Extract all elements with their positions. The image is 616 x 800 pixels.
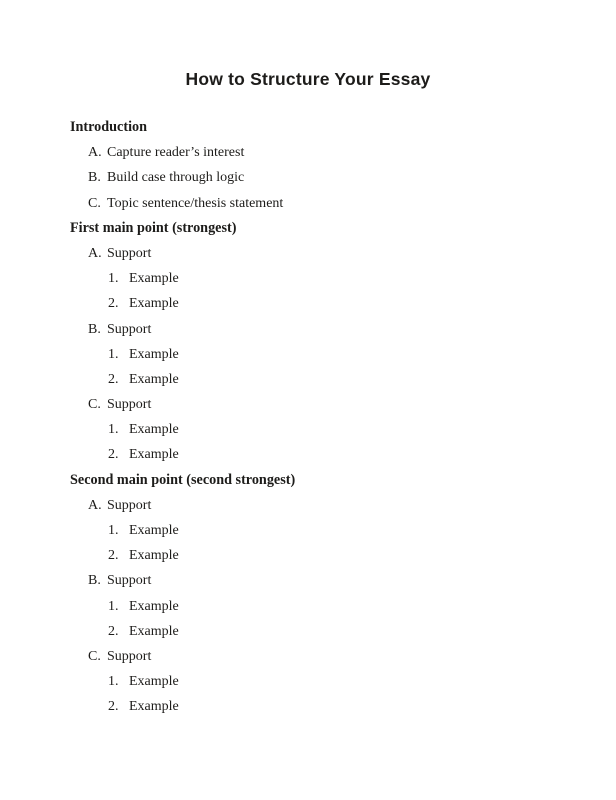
subitem-text: Example bbox=[129, 346, 179, 362]
item-letter: C. bbox=[88, 648, 101, 664]
outline-item bbox=[70, 644, 576, 669]
document-title: How to Structure Your Essay bbox=[185, 69, 431, 89]
outline-item bbox=[70, 241, 576, 266]
item-letter: B. bbox=[88, 170, 101, 186]
section-heading: Second main point (second strongest) bbox=[70, 471, 296, 488]
subitem-text: Example bbox=[129, 447, 179, 463]
outline-item bbox=[70, 392, 576, 417]
subitem-number: 1. bbox=[108, 598, 119, 614]
subitem-number: 2. bbox=[108, 296, 119, 312]
subitem-text: Example bbox=[129, 422, 179, 438]
outline-item bbox=[70, 165, 576, 190]
item-letter: A. bbox=[88, 497, 102, 513]
section-heading: Introduction bbox=[70, 119, 147, 135]
subitem-number: 2. bbox=[108, 548, 119, 564]
subitem-text: Example bbox=[129, 548, 179, 564]
subitem-text: Example bbox=[129, 296, 179, 312]
subitem-number: 2. bbox=[108, 623, 119, 639]
subitem-text: Example bbox=[129, 674, 179, 690]
outline-item bbox=[70, 594, 576, 619]
outline-item bbox=[70, 317, 576, 342]
item-letter: C. bbox=[88, 397, 101, 413]
outline-item bbox=[70, 543, 576, 568]
item-letter: A. bbox=[88, 145, 102, 161]
outline-item bbox=[70, 518, 576, 543]
item-letter: C. bbox=[88, 195, 101, 211]
outline-section bbox=[70, 115, 576, 216]
item-letter: B. bbox=[88, 321, 101, 337]
subitem-number: 2. bbox=[108, 371, 119, 387]
item-text: Build case through logic bbox=[107, 170, 245, 186]
subitem-text: Example bbox=[129, 523, 179, 538]
section-heading: First main point (strongest) bbox=[70, 219, 237, 236]
item-text: Support bbox=[107, 397, 152, 413]
subitem-text: Example bbox=[129, 598, 179, 614]
outline-item bbox=[70, 493, 576, 518]
item-text: Support bbox=[107, 573, 152, 589]
item-letter: A. bbox=[88, 245, 102, 261]
outline-item bbox=[70, 619, 576, 644]
outline-item bbox=[70, 568, 576, 593]
subitem-number: 1. bbox=[108, 674, 119, 690]
outline-section bbox=[70, 468, 576, 720]
outline-item bbox=[70, 191, 576, 216]
subitem-number: 1. bbox=[108, 346, 119, 362]
item-text: Support bbox=[107, 648, 152, 664]
item-text: Capture reader’s interest bbox=[107, 145, 245, 161]
item-text: Support bbox=[107, 321, 152, 337]
outline-item bbox=[70, 266, 576, 291]
subitem-number: 1. bbox=[108, 422, 119, 438]
subitem-number: 1. bbox=[108, 523, 119, 538]
outline bbox=[70, 115, 576, 720]
subitem-text: Example bbox=[129, 699, 179, 715]
outline-section bbox=[70, 216, 576, 468]
subitem-text: Example bbox=[129, 371, 179, 387]
outline-item bbox=[70, 669, 576, 694]
item-text: Topic sentence/thesis statement bbox=[107, 195, 284, 211]
item-letter: B. bbox=[88, 573, 101, 589]
outline-item bbox=[70, 694, 576, 719]
outline-item bbox=[70, 442, 576, 467]
outline-item bbox=[70, 367, 576, 392]
outline-item bbox=[70, 417, 576, 442]
subitem-number: 2. bbox=[108, 447, 119, 463]
subitem-number: 1. bbox=[108, 271, 119, 287]
outline-item bbox=[70, 140, 576, 165]
item-text: Support bbox=[107, 497, 152, 513]
outline-item bbox=[70, 291, 576, 316]
subitem-text: Example bbox=[129, 623, 179, 639]
outline-item bbox=[70, 342, 576, 367]
subitem-text: Example bbox=[129, 271, 179, 287]
subitem-number: 2. bbox=[108, 699, 119, 715]
item-text: Support bbox=[107, 245, 152, 261]
